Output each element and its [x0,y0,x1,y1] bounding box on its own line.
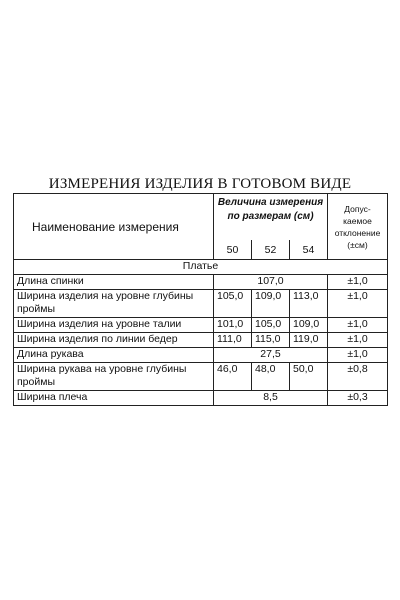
header-tolerance-line4: (±см) [347,239,368,250]
row-tolerance: ±1,0 [328,290,388,318]
header-size [214,194,328,241]
header-tolerance-line2: каемое [343,215,372,226]
size-52: 52 [252,240,290,260]
row-value-50: 111,0 [214,333,252,348]
measurements-table [13,193,388,406]
size-50: 50 [214,240,252,260]
row-value-52: 109,0 [252,290,290,318]
header-tolerance-line1: Допус- [344,203,371,214]
row-value-54: 119,0 [290,333,328,348]
row-value-52: 115,0 [252,333,290,348]
row-value-50: 101,0 [214,318,252,333]
header-tolerance [328,194,388,260]
header-size-line2: по размерам (см) [227,211,314,222]
table-row [14,333,388,348]
table-row [14,348,388,363]
row-name: Ширина плеча [14,391,214,406]
row-value: 27,5 [214,348,328,363]
header-tolerance-line3: отклонение [334,227,381,238]
row-name: Ширина изделия по линии бедер [14,333,214,348]
row-tolerance: ±1,0 [328,318,388,333]
row-tolerance: ±0,8 [328,363,388,391]
table-row [14,391,388,406]
table-row [14,275,388,290]
row-value: 8,5 [214,391,328,406]
section-label: Платье [14,260,388,275]
row-value-54: 109,0 [290,318,328,333]
row-tolerance: ±1,0 [328,275,388,290]
row-value-54: 113,0 [290,290,328,318]
header-row [14,194,388,241]
table-row [14,363,388,391]
row-value-50: 105,0 [214,290,252,318]
page-title: ИЗМЕРЕНИЯ ИЗДЕЛИЯ В ГОТОВОМ ВИДЕ [48,176,352,192]
row-tolerance: ±1,0 [328,333,388,348]
header-size-line1: Величина измерения [217,197,324,208]
table-row [14,290,388,318]
row-name: Ширина рукава на уровне глубины проймы [14,363,214,391]
size-54: 54 [290,240,328,260]
section-row [14,260,388,275]
row-name: Длина рукава [14,348,214,363]
row-tolerance: ±1,0 [328,348,388,363]
row-value-52: 48,0 [252,363,290,391]
row-name: Длина спинки [14,275,214,290]
row-value-54: 50,0 [290,363,328,391]
row-tolerance: ±0,3 [328,391,388,406]
row-value: 107,0 [214,275,328,290]
row-name: Ширина изделия на уровне талии [14,318,214,333]
row-name: Ширина изделия на уровне глубины проймы [14,290,214,318]
row-value-50: 46,0 [214,363,252,391]
row-value-52: 105,0 [252,318,290,333]
header-name: Наименование измерения [14,194,214,260]
table-row [14,318,388,333]
